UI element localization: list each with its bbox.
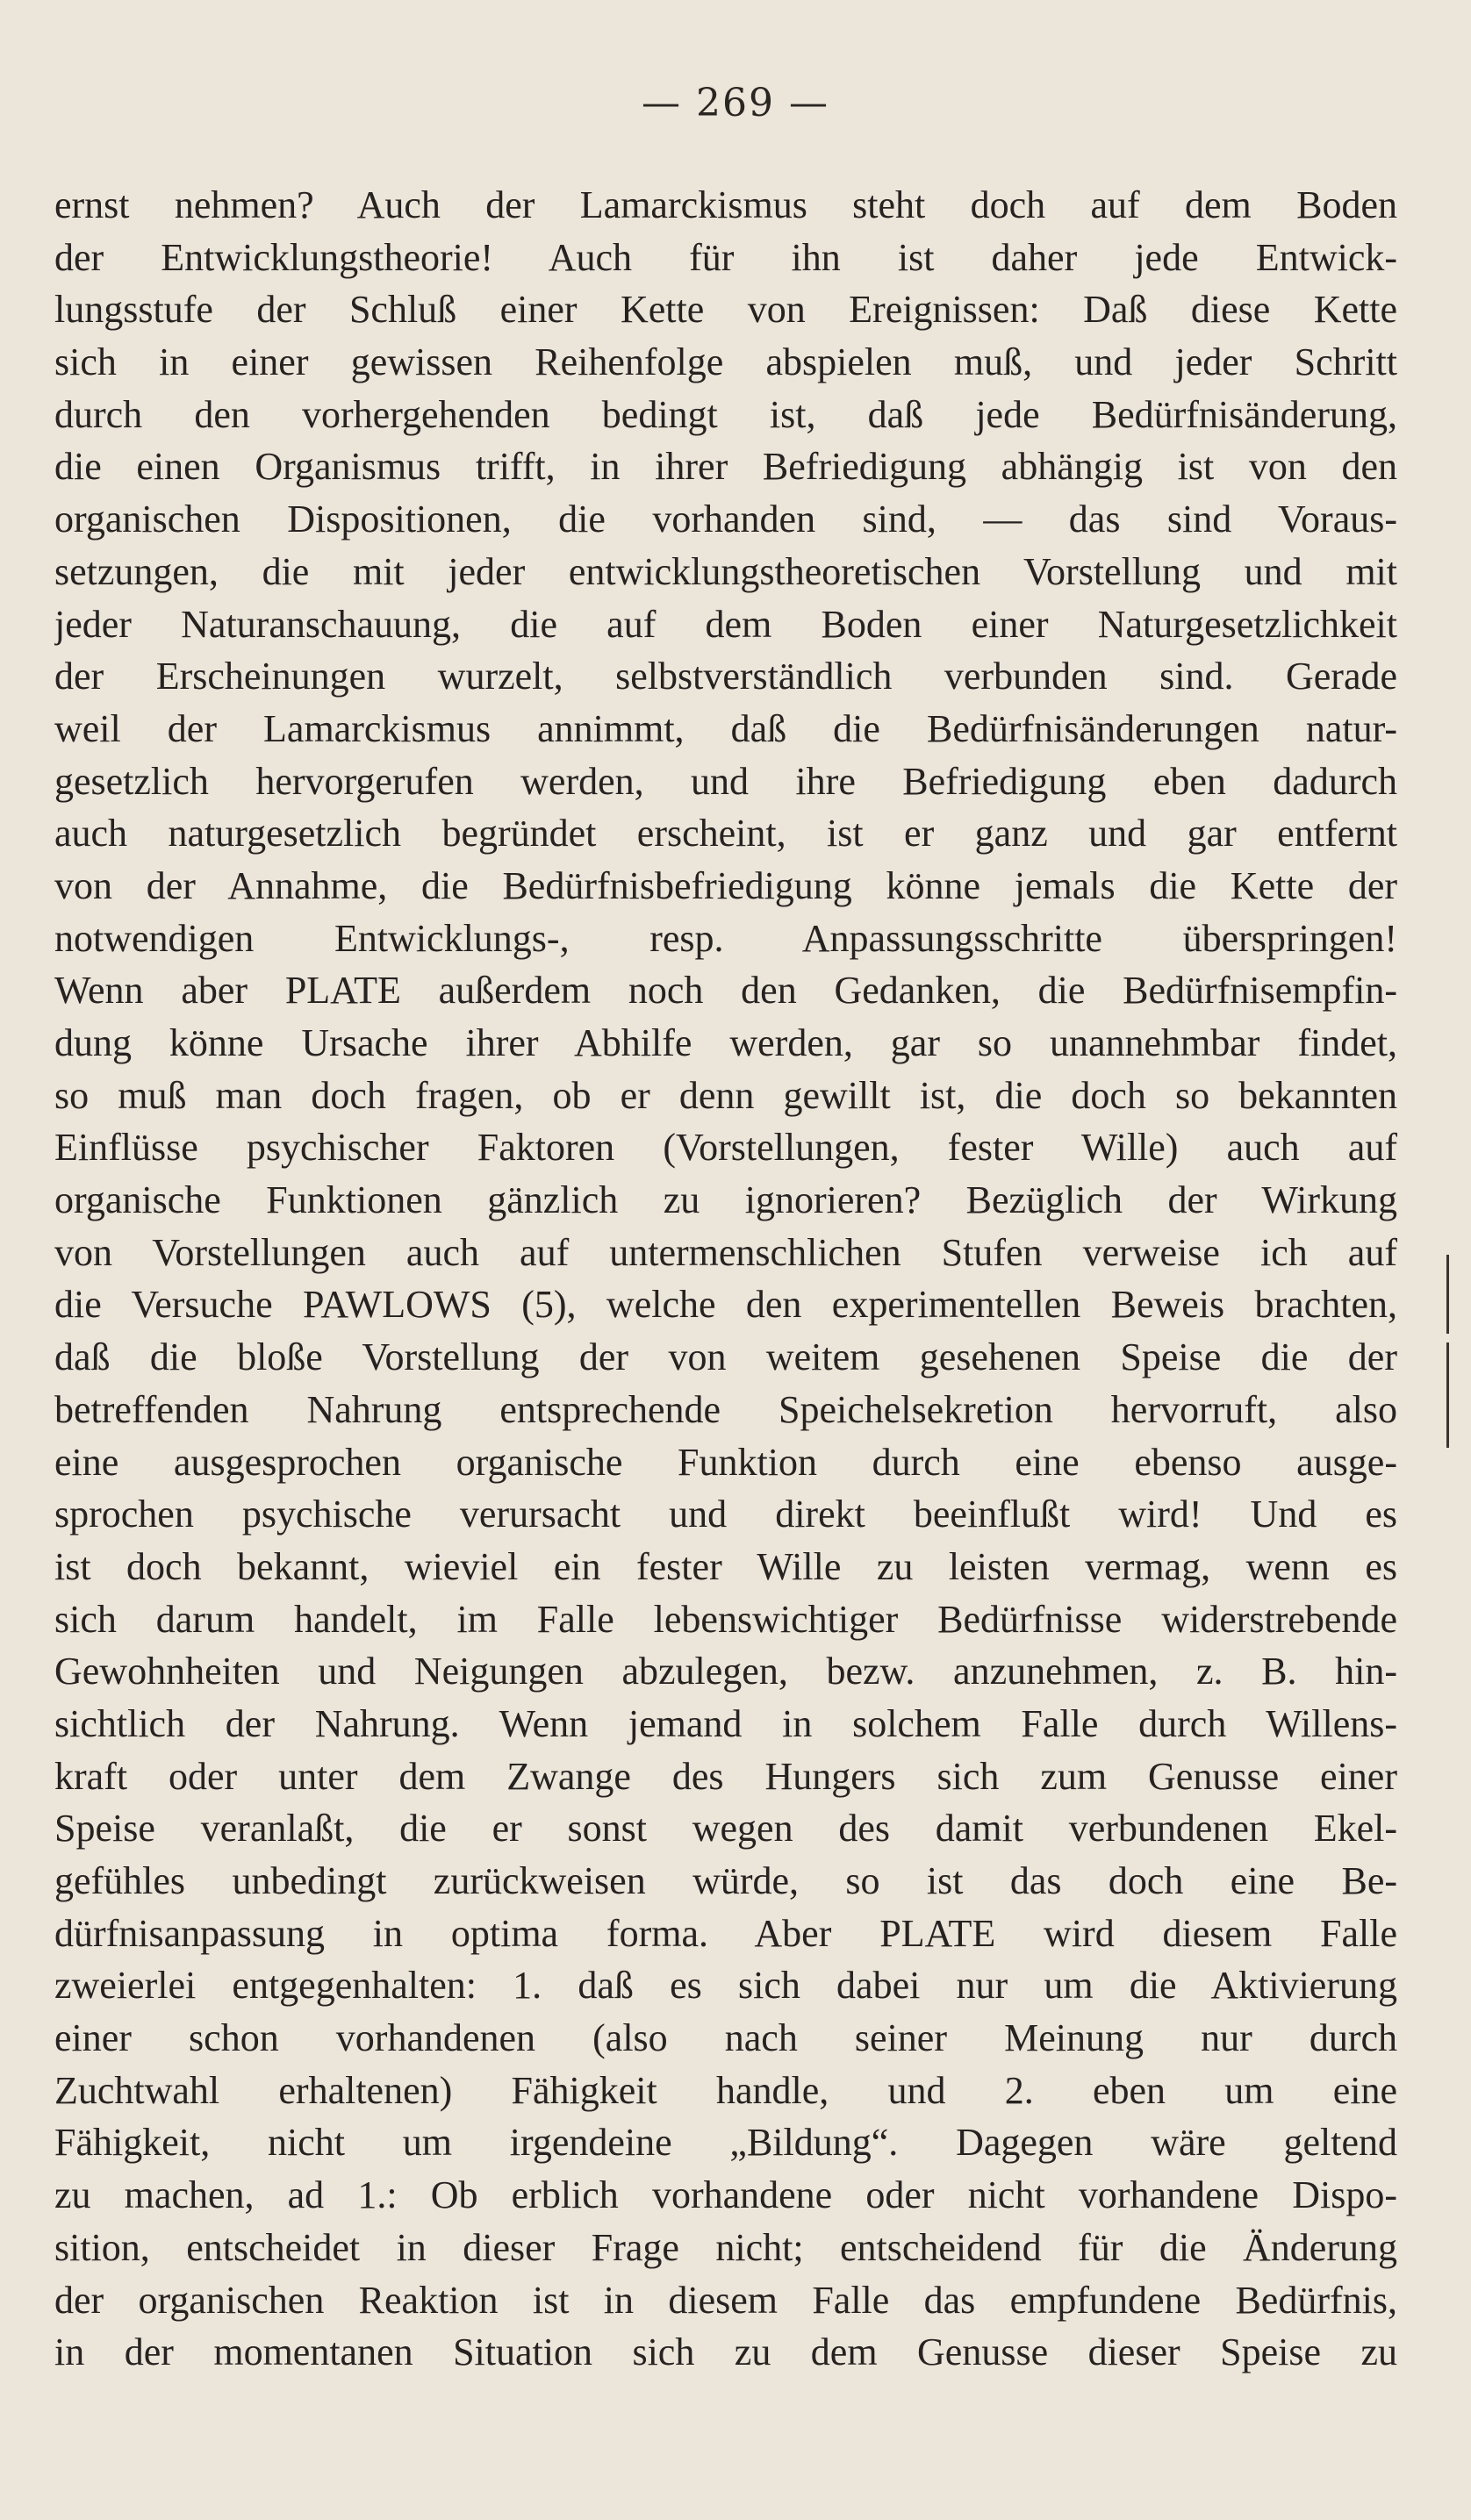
text-line: weil der Lamarckismus annimmt, daß die Bedürfnisänderungen natur- (54, 706, 1397, 750)
text-line: von der Annahme, die Bedürfnisbefriedigung könne jemals die Kette der (54, 863, 1397, 907)
page-number: — 269 — (642, 81, 829, 125)
text-line: Einflüsse psychischer Faktoren (Vorstellungen, fester Wille) auch auf (54, 1126, 1397, 1170)
text-line: gefühles unbedingt zurückweisen würde, so ist das doch eine Be- (54, 1859, 1397, 1902)
text-line: so muß man doch fragen, ob er denn gewillt ist, die doch so bekannten (54, 1073, 1397, 1117)
text-line: sich darum handelt, im Falle lebenswichtiger Bedürfnisse widerstrebende (54, 1597, 1397, 1641)
text-line: der Erscheinungen wurzelt, selbstverständlich verbunden sind. Gerade (54, 655, 1397, 698)
text-line: dürfnisanpassung in optima forma. Aber PLATE wird diesem Falle (54, 1911, 1397, 1955)
text-line: durch den vorhergehenden bedingt ist, daß jede Bedürfnisänderung, (54, 392, 1397, 436)
text-line: ernst nehmen? Auch der Lamarckismus steht doch auf dem Boden (54, 183, 1397, 226)
text-line: betreffenden Nahrung entsprechende Speichelsekretion hervorruft, also (54, 1387, 1397, 1431)
text-line: sprochen psychische verursacht und direkt beeinflußt wird! Und es (54, 1493, 1397, 1536)
text-line: jeder Naturanschauung, die auf dem Boden einer Naturgesetzlichkeit (54, 602, 1397, 646)
text-line: sich in einer gewissen Reihenfolge abspielen muß, und jeder Schritt (54, 340, 1397, 384)
text-line: der Entwicklungstheorie! Auch für ihn ist daher jede Entwick- (54, 235, 1397, 279)
text-line: setzungen, die mit jeder entwicklungstheoretischen Vorstellung und mit (54, 549, 1397, 593)
text-line: lungsstufe der Schluß einer Kette von Ereignissen: Daß diese Kette (54, 288, 1397, 332)
text-line: notwendigen Entwicklungs-, resp. Anpassungsschritte überspringen! (54, 916, 1397, 960)
text-line: sichtlich der Nahrung. Wenn jemand in solchem Falle durch Willens- (54, 1701, 1397, 1745)
text-line: ist doch bekannt, wieviel ein fester Wille zu leisten vermag, wenn es (54, 1544, 1397, 1588)
text-line: kraft oder unter dem Zwange des Hungers sich zum Genusse einer (54, 1754, 1397, 1798)
text-line: organische Funktionen gänzlich zu ignorieren? Bezüglich der Wirkung (54, 1178, 1397, 1222)
margin-line-mark (1446, 1342, 1449, 1448)
text-line: Fähigkeit, nicht um irgendeine „Bildung“. Dagegen wäre geltend (54, 2121, 1397, 2165)
text-line: gesetzlich hervorgerufen werden, und ihre Befriedigung eben dadurch (54, 759, 1397, 803)
text-line: die Versuche PAWLOWS (5), welche den experimentellen Beweis brachten, (54, 1283, 1397, 1327)
text-line: Gewohnheiten und Neigungen abzulegen, bezw. anzunehmen, z. B. hin- (54, 1650, 1397, 1693)
text-line: Zuchtwahl erhaltenen) Fähigkeit handle, und 2. eben um eine (54, 2068, 1397, 2112)
text-line: zweierlei entgegenhalten: 1. daß es sich dabei nur um die Aktivierung (54, 1964, 1397, 2008)
text-line: daß die bloße Vorstellung der von weitem gesehenen Speise die der (54, 1335, 1397, 1379)
text-line: einer schon vorhandenen (also nach seiner Meinung nur durch (54, 2016, 1397, 2060)
text-line: von Vorstellungen auch auf untermenschlichen Stufen verweise ich auf (54, 1230, 1397, 1274)
text-line: Speise veranlaßt, die er sonst wegen des damit verbundenen Ekel- (54, 1807, 1397, 1851)
text-line: dung könne Ursache ihrer Abhilfe werden, gar so unannehmbar findet, (54, 1021, 1397, 1064)
text-line: die einen Organismus trifft, in ihrer Befriedigung abhängig ist von den (54, 445, 1397, 489)
text-line: eine ausgesprochen organische Funktion durch eine ebenso ausge- (54, 1440, 1397, 1484)
text-line: auch naturgesetzlich begründet erscheint, ist er ganz und gar entfernt (54, 812, 1397, 856)
text-line: sition, entscheidet in dieser Frage nicht; entscheidend für die Änderung (54, 2225, 1397, 2269)
body-text (54, 179, 1397, 2379)
text-line: zu machen, ad 1.: Ob erblich vorhandene oder nicht vorhandene Dispo- (54, 2173, 1397, 2217)
margin-line-mark (1446, 1255, 1449, 1334)
text-line: Wenn aber PLATE außerdem noch den Gedanken, die Bedürfnisempfin- (54, 969, 1397, 1013)
text-line: organischen Dispositionen, die vorhanden sind, — das sind Voraus- (54, 498, 1397, 541)
text-line: in der momentanen Situation sich zu dem Genusse dieser Speise zu (54, 2330, 1397, 2374)
text-line: der organischen Reaktion ist in diesem Falle das empfundene Bedürfnis, (54, 2278, 1397, 2322)
